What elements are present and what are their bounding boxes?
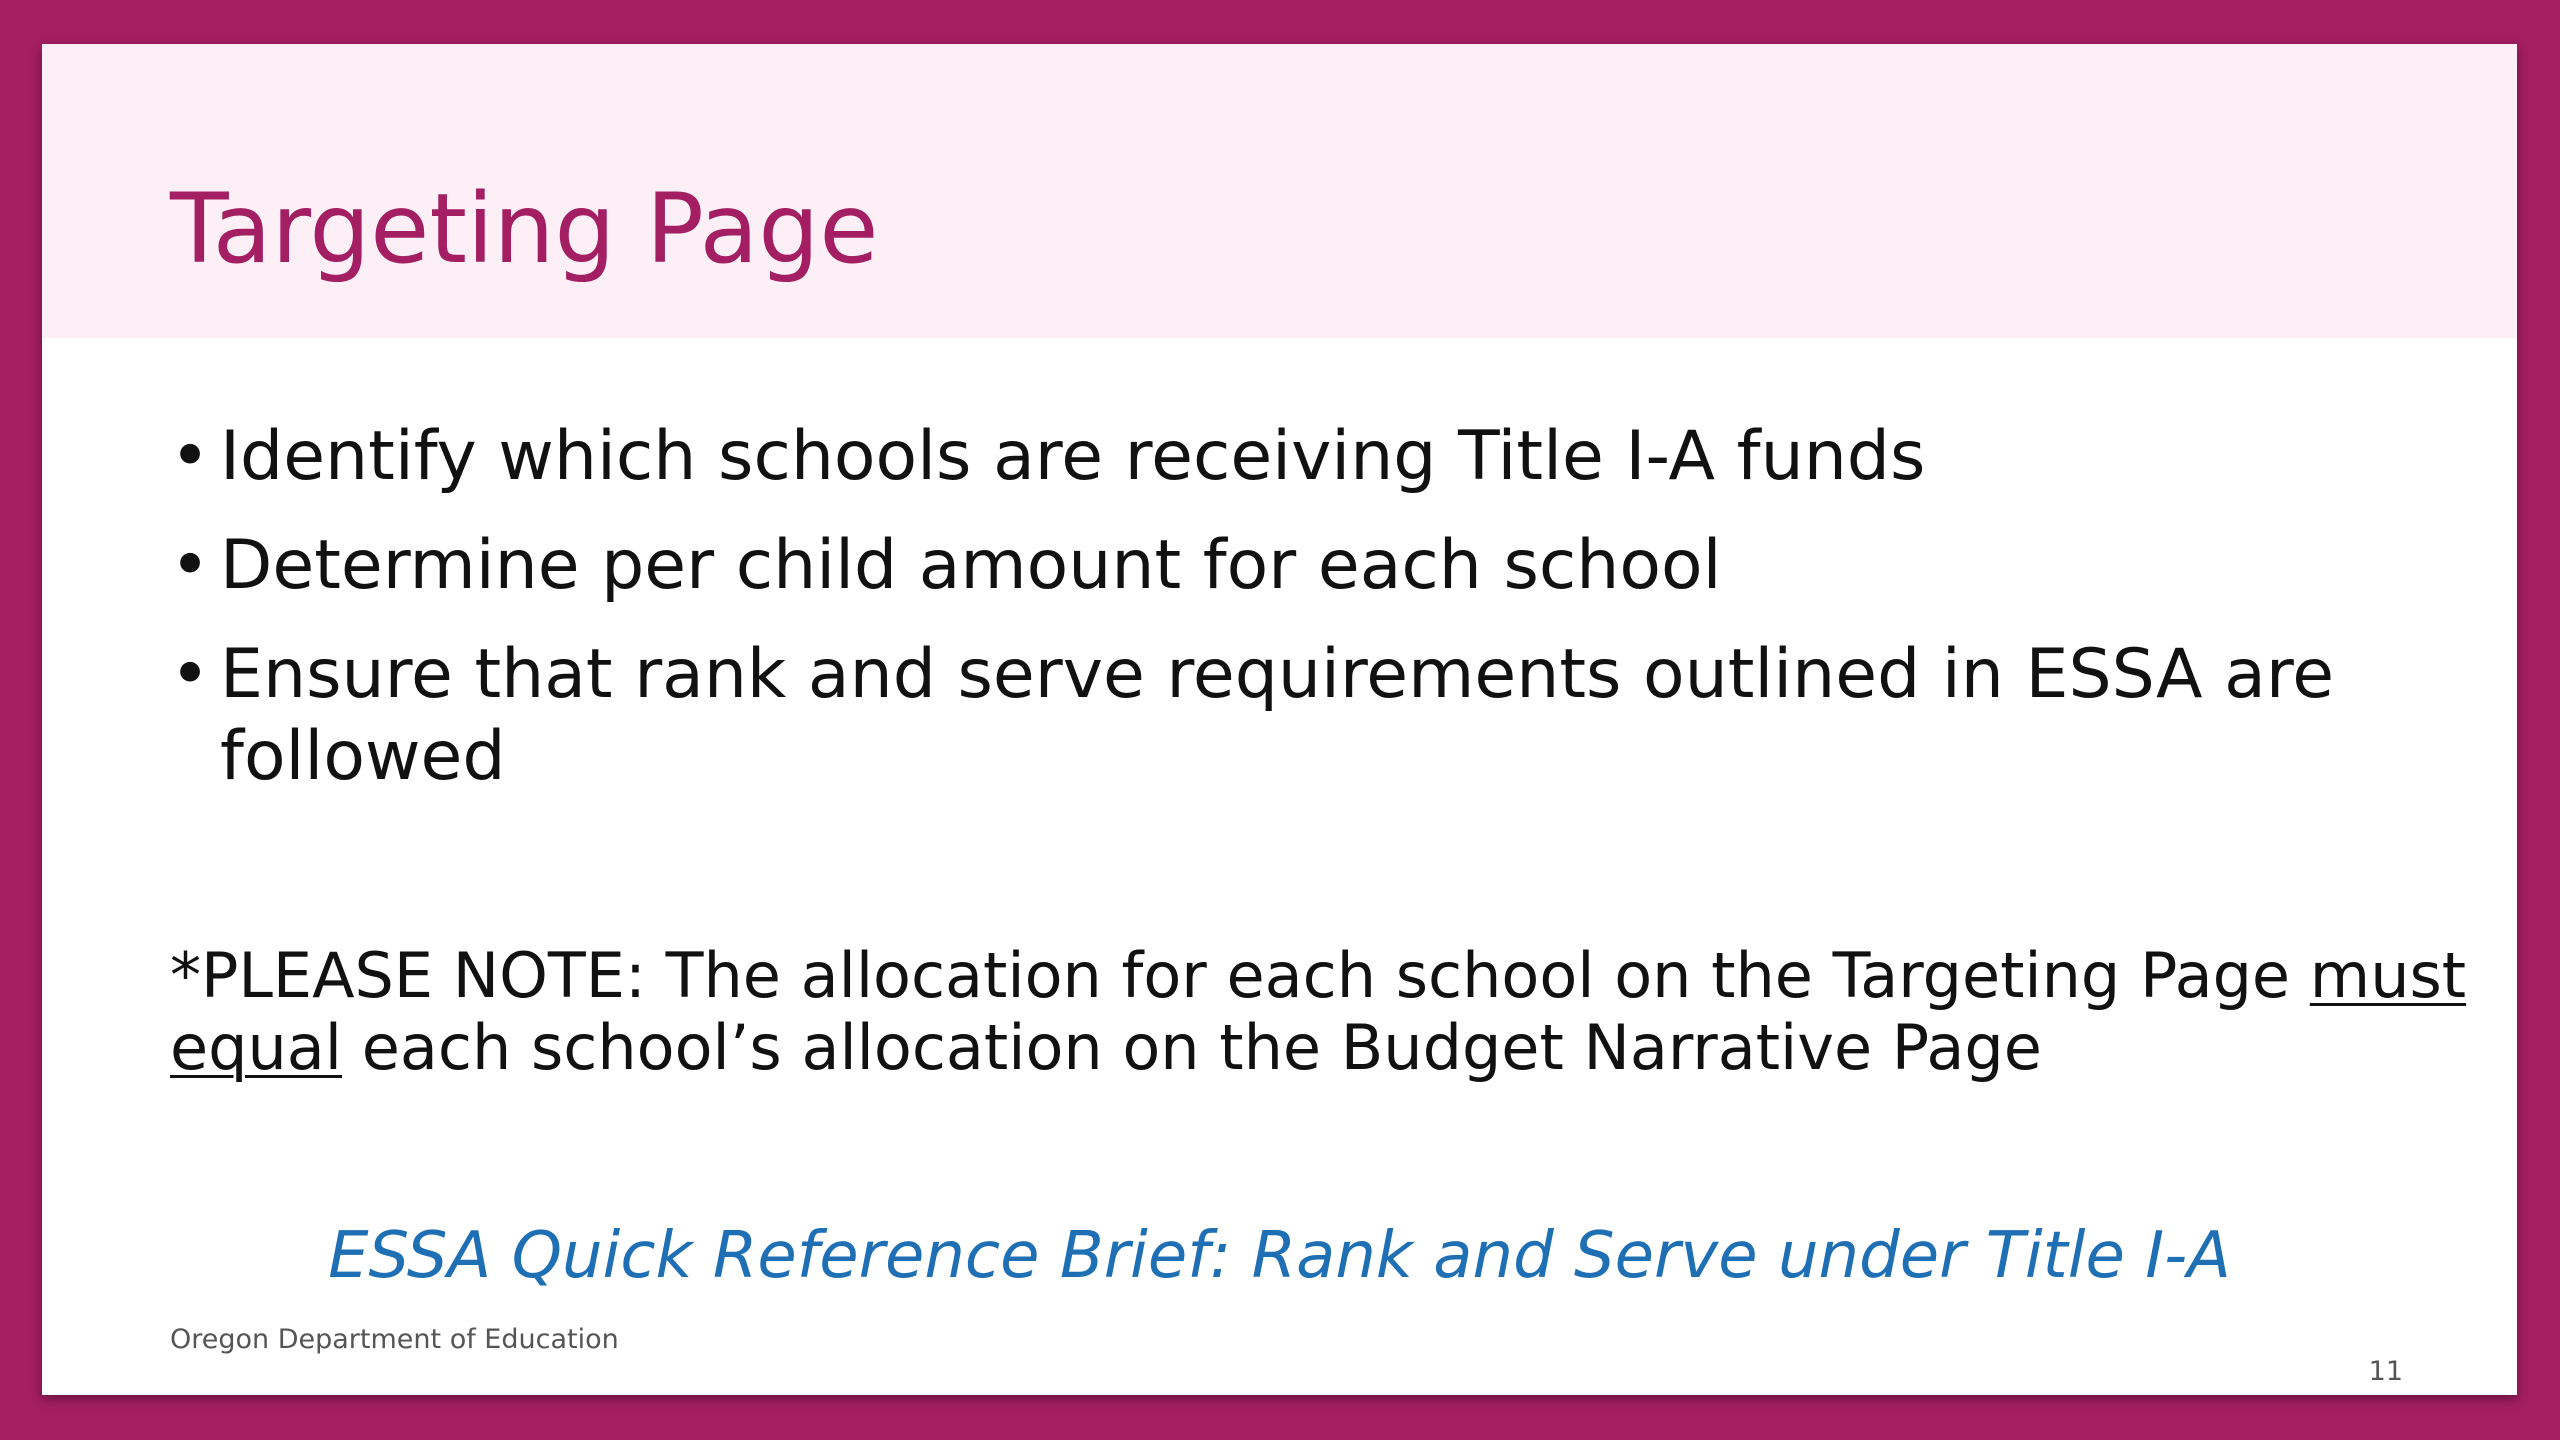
note-text-before: *PLEASE NOTE: The allocation for each school on the Targeting Page xyxy=(170,939,2310,1012)
please-note xyxy=(170,940,2470,1084)
bullet-text: Determine per child amount for each school xyxy=(220,526,1722,605)
bullet-text: Ensure that rank and serve requirements outlined in ESSA are followed xyxy=(220,635,2335,796)
slide xyxy=(42,44,2517,1395)
note-text-after: each school’s allocation on the Budget Narrative Page xyxy=(342,1011,2042,1084)
essa-reference-link[interactable] xyxy=(42,1216,2517,1296)
bullet-dot-icon: • xyxy=(170,526,211,605)
bullet-dot-icon: • xyxy=(170,417,211,496)
footer-organization: Oregon Department of Education xyxy=(170,1324,619,1355)
note-underlined-text: must equal xyxy=(170,939,2467,1084)
bullet-text: Identify which schools are receiving Title I-A funds xyxy=(220,417,1926,496)
slide-number: 11 xyxy=(2368,1356,2403,1387)
slide-title: Targeting Page xyxy=(170,173,879,285)
bullet-item xyxy=(170,634,2430,798)
bullet-list xyxy=(170,416,2430,825)
bullet-item xyxy=(170,416,2430,498)
bullet-item xyxy=(170,525,2430,607)
bullet-dot-icon: • xyxy=(170,635,211,714)
essa-reference-link-text[interactable]: ESSA Quick Reference Brief: Rank and Serve under Title I-A xyxy=(328,1219,2231,1293)
